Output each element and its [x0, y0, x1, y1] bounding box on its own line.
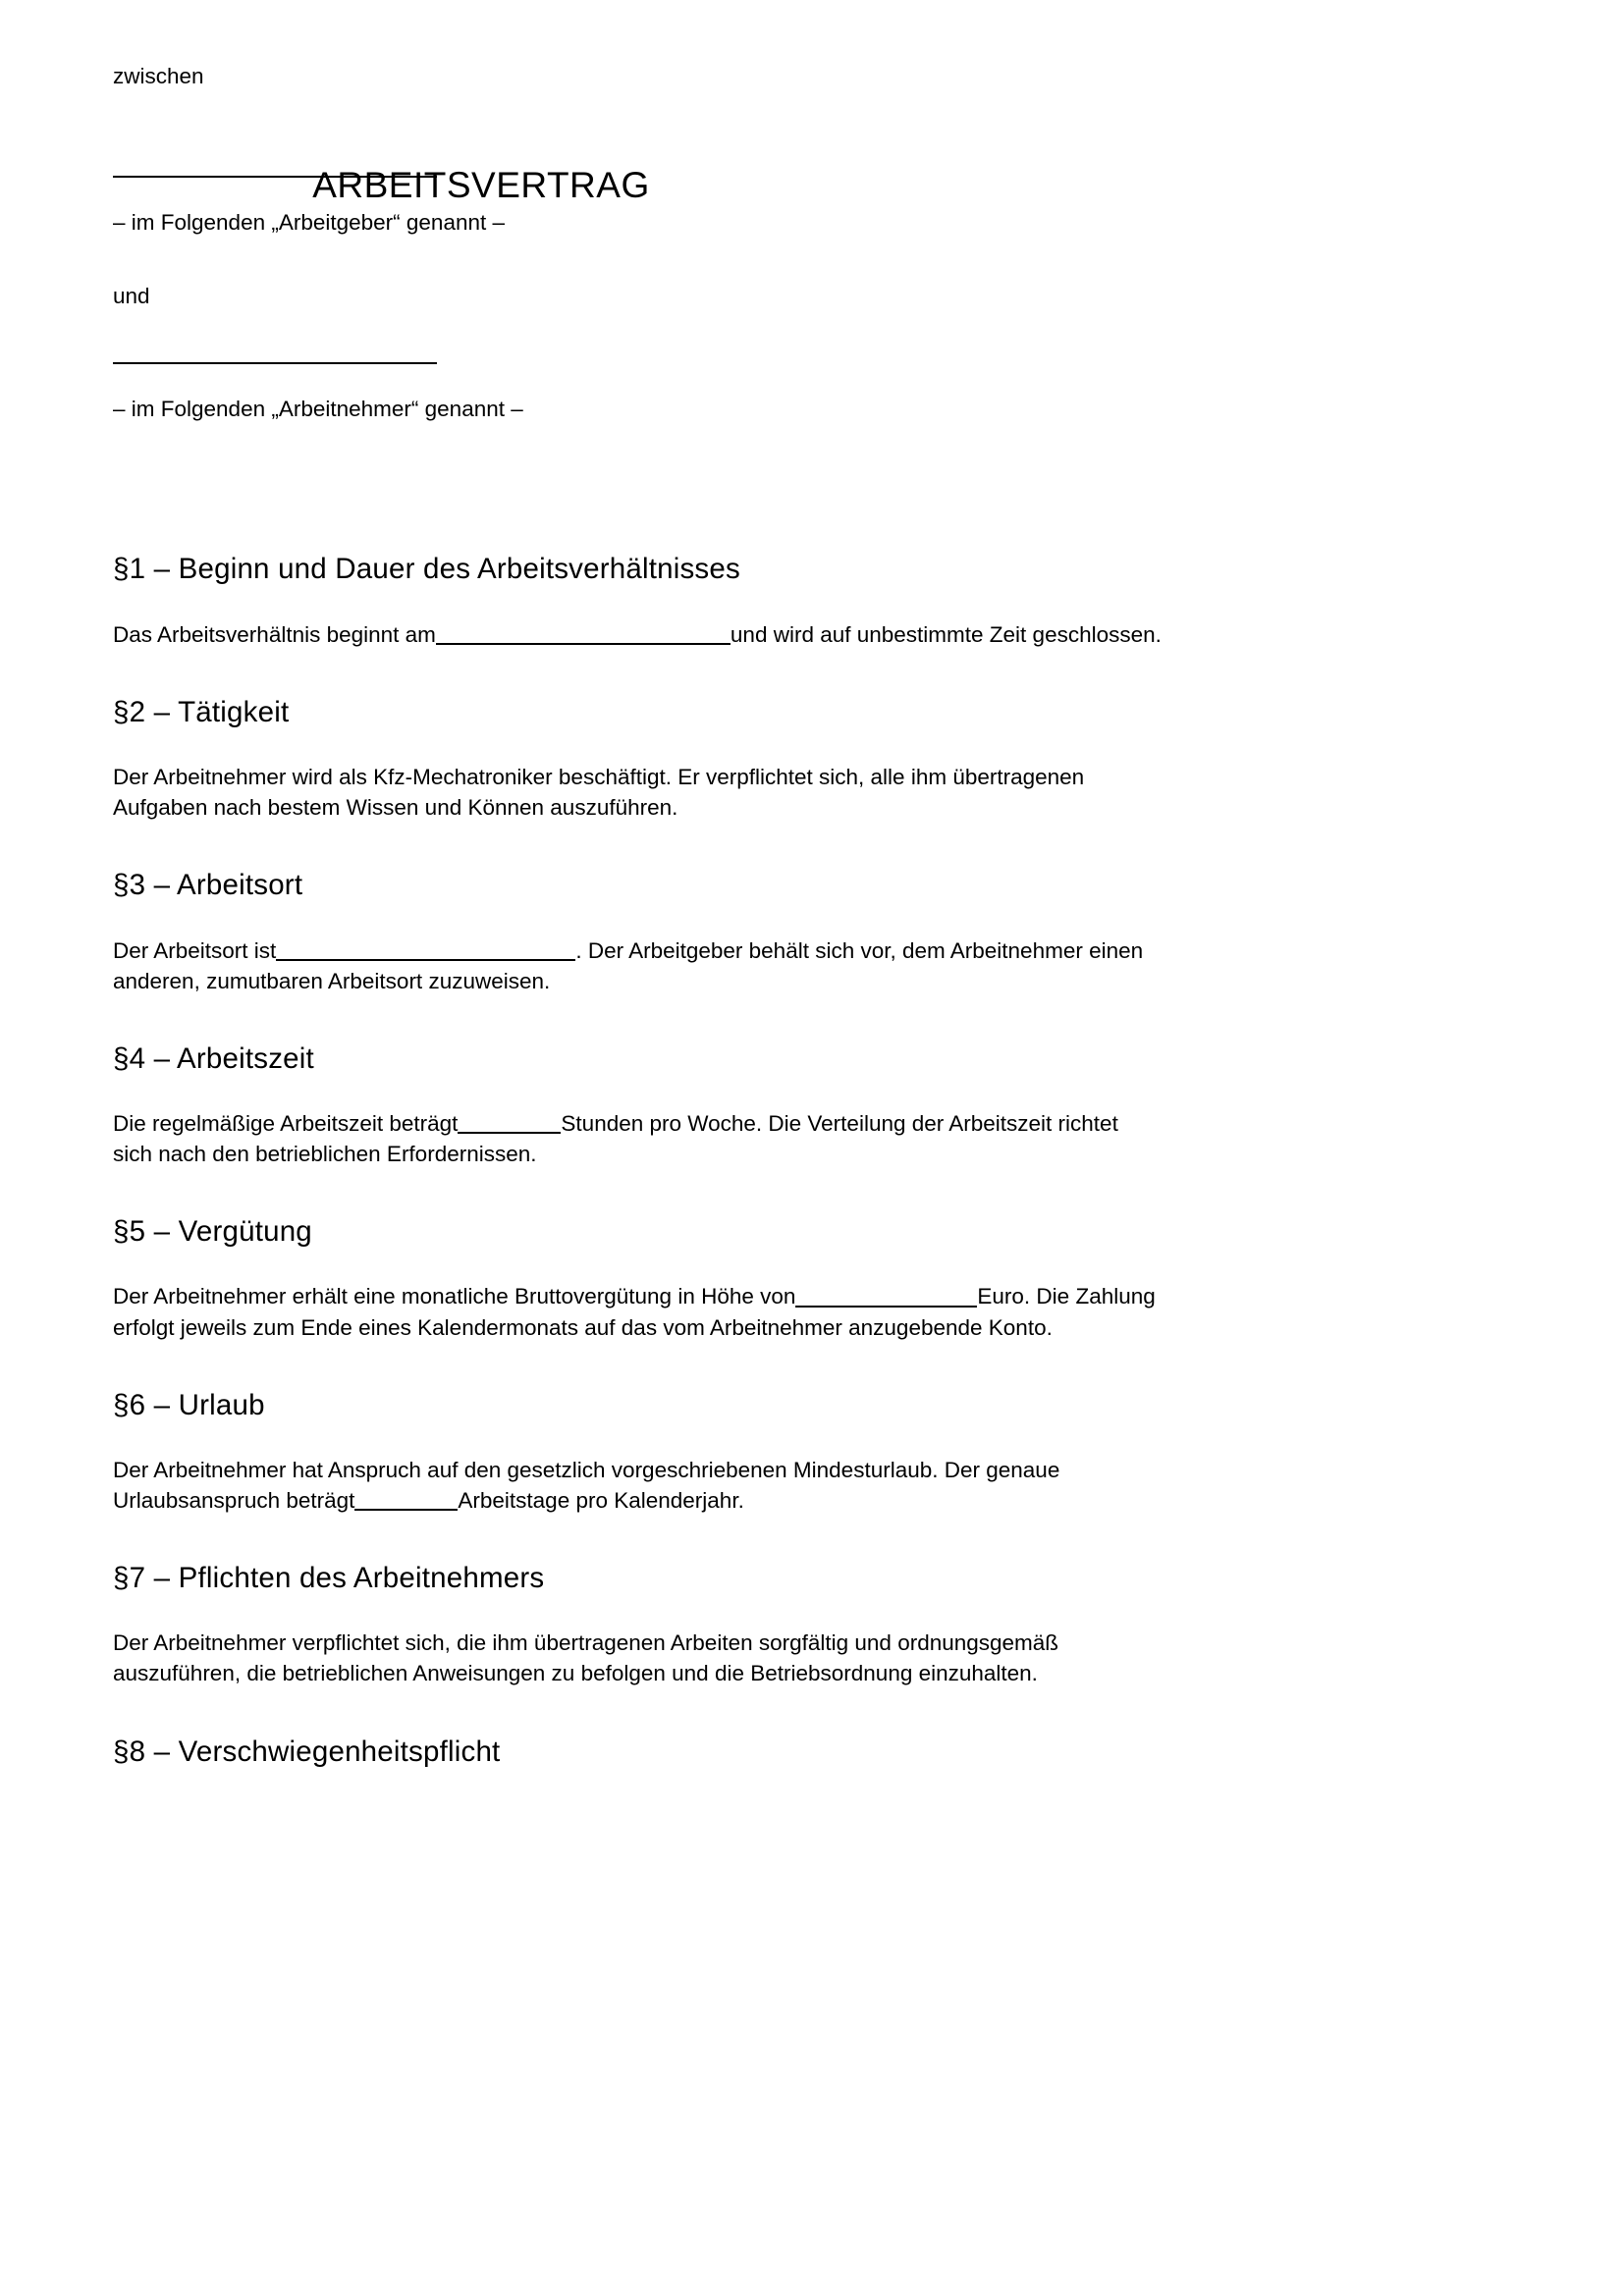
section-paragraph-5: [113, 1214, 1419, 1342]
section-paragraph-2: [113, 695, 1419, 823]
section-heading: §1 – Beginn und Dauer des Arbeitsverhältnisses: [113, 553, 740, 586]
section-paragraph-8: [113, 1735, 1419, 1769]
section-text-before: Der Arbeitnehmer erhält eine monatliche Bruttovergütung in Höhe von: [113, 1284, 796, 1309]
section-heading: §5 – Vergütung: [113, 1215, 312, 1249]
section-text: [113, 1281, 1164, 1342]
and-label: und: [113, 284, 150, 309]
section-text-after: Arbeitstage pro Kalenderjahr.: [458, 1488, 744, 1513]
section-text-before: Der Arbeitsort ist: [113, 937, 277, 963]
gross-salary-blank[interactable]: [795, 1306, 977, 1308]
section-heading: §4 – Arbeitszeit: [113, 1041, 314, 1075]
section-paragraph-6: [113, 1388, 1419, 1516]
section-text: [113, 1108, 1164, 1169]
employee-blank-row: [113, 341, 1419, 380]
document-body: [113, 0, 1419, 1769]
section-paragraph-4: [113, 1041, 1419, 1169]
section-text: [113, 619, 1164, 650]
section-heading: §2 – Tätigkeit: [113, 695, 290, 728]
between-label: zwischen: [113, 64, 204, 88]
section-paragraph-7: [113, 1561, 1419, 1688]
section-text: Der Arbeitnehmer verpflichtet sich, die ihm übertragenen Arbeiten sorgfältig und ordnungsgemäß auszuführen, die betrieblichen Anweisungen zu befolgen und die Betriebsordnung einzuhalten.: [113, 1630, 1059, 1686]
employer-name-blank[interactable]: [113, 176, 437, 178]
vacation-days-blank[interactable]: [354, 1509, 458, 1511]
employee-caption: – im Folgenden „Arbeitnehmer“ genannt –: [113, 397, 523, 422]
section-heading: §8 – Verschwiegenheitspflicht: [113, 1735, 501, 1768]
page-title: ARBEITSVERTRAG: [312, 165, 650, 205]
section-text-before: Der Arbeitnehmer hat Anspruch auf den gesetzlich vorgeschriebenen Mindesturlaub. Der genaue Urlaubsanspruch beträgt: [113, 1457, 1060, 1513]
section-text-before: Die regelmäßige Arbeitszeit beträgt: [113, 1110, 459, 1136]
section-heading: §3 – Arbeitsort: [113, 869, 303, 902]
section-text: [113, 935, 1164, 996]
employer-blank-row: [113, 154, 1419, 193]
section-text-before: Das Arbeitsverhältnis beginnt am: [113, 621, 436, 647]
workplace-blank[interactable]: [276, 959, 575, 961]
employee-name-blank[interactable]: [113, 362, 437, 364]
section-text-after: . Der Arbeitgeber behält sich vor, dem Arbeitnehmer einen anderen, zumutbaren Arbeitsort zuzuweisen.: [113, 937, 1144, 993]
weekly-hours-blank[interactable]: [458, 1132, 561, 1134]
section-text-after: Stunden pro Woche. Die Verteilung der Arbeitszeit richtet sich nach den betrieblichen Erfordernissen.: [113, 1110, 1118, 1167]
section-heading: §6 – Urlaub: [113, 1388, 265, 1421]
intro-block: [113, 61, 1419, 424]
section-text: [113, 1455, 1164, 1516]
section-paragraph-3: [113, 868, 1419, 995]
section-text-after: und wird auf unbestimmte Zeit geschlossen.: [730, 621, 1162, 647]
section-heading: §7 – Pflichten des Arbeitnehmers: [113, 1562, 545, 1595]
start-date-blank[interactable]: [436, 643, 731, 645]
section-text: Der Arbeitnehmer wird als Kfz-Mechatroniker beschäftigt. Er verpflichtet sich, alle ihm übertragenen Aufgaben nach bestem Wissen und Können auszuführen.: [113, 765, 1085, 821]
section-paragraph-1: [113, 552, 1419, 649]
section-text-after: Euro. Die Zahlung erfolgt jeweils zum Ende eines Kalendermonats auf das vom Arbeitnehmer anzugebende Konto.: [113, 1284, 1156, 1340]
employer-caption: – im Folgenden „Arbeitgeber“ genannt –: [113, 210, 506, 236]
